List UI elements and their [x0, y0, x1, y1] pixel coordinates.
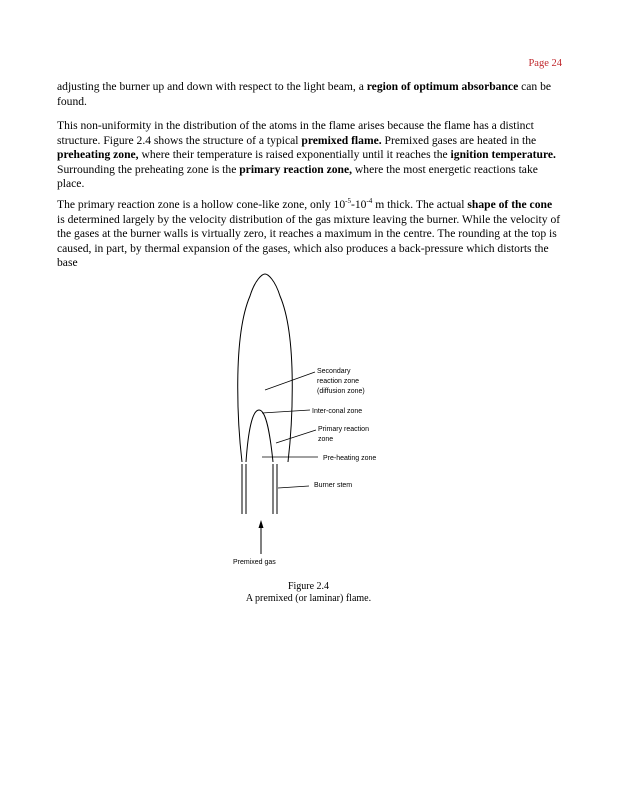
label-primary-1: Primary reaction — [318, 426, 369, 433]
premixed-flame-figure — [0, 268, 617, 578]
p2-bold-b: preheating zone, — [57, 148, 139, 161]
p3-exponent-a: -5 — [345, 197, 351, 206]
p3-exponent-b: -4 — [366, 197, 373, 206]
leader-burner-stem — [278, 486, 309, 488]
p3-text-b: -10 — [350, 198, 367, 211]
figure-caption — [0, 581, 617, 605]
label-primary-2: zone — [318, 436, 334, 443]
label-premixed-gas: Premixed gas — [233, 559, 276, 566]
page-number: Page 24 — [528, 58, 562, 69]
p2-text-b: Premixed gases are heated in the — [381, 133, 537, 147]
p1-text-b: can be found. — [57, 80, 552, 108]
p2-text-a: This non-uniformity in the distribution of the atoms in the flame arises because the flame has a distinct structure. Figure 2.4 shows the structure of a typical — [57, 119, 534, 147]
caption-text: A premixed (or laminar) flame. — [245, 593, 372, 604]
p2-text-e: where the most energetic reactions take place. — [57, 162, 538, 190]
p3-bold-a: shape of the cone — [467, 198, 553, 211]
label-secondary-2: reaction zone — [317, 378, 360, 385]
p1-text-a: adjusting the burner up and down with respect to the light beam, a — [57, 80, 367, 93]
p1-bold-a: region of optimum absorbance — [366, 80, 519, 93]
p2-bold-d: primary reaction zone, — [239, 162, 353, 176]
label-burner-stem: Burner stem — [314, 482, 353, 489]
p2-text-d: Surrounding the preheating zone is the — [57, 162, 240, 176]
label-interconal: Inter-conal zone — [312, 408, 363, 415]
p2-bold-c: ignition temperature. — [450, 148, 556, 161]
paragraph-optimum-absorbance — [57, 80, 562, 120]
leader-primary — [276, 430, 316, 443]
label-secondary-3: (diffusion zone) — [317, 388, 365, 395]
p3-text-a: The primary reaction zone is a hollow cone-like zone, only 10 — [57, 198, 346, 211]
caption-title: Figure 2.4 — [287, 581, 330, 592]
arrow-head-icon — [259, 520, 264, 528]
p2-text-c: where their temperature is raised exponentially until it reaches the — [138, 148, 451, 161]
label-secondary-1: Secondary — [317, 368, 351, 375]
p3-text-c: m thick. The actual — [372, 198, 468, 211]
outer-flame-outline — [238, 274, 293, 462]
leader-interconal — [262, 410, 310, 413]
label-preheating: Pre-heating zone — [323, 455, 377, 462]
leader-secondary — [265, 372, 315, 390]
p2-bold-a: premixed flame. — [301, 133, 382, 147]
inner-cone-outline — [246, 410, 273, 462]
flame-diagram — [0, 268, 617, 578]
p3-text-d: is determined largely by the velocity distribution of the gas mixture leaving the burner. While the velocity of the gases at the burner walls is virtually zero, it reaches a maximum in the centre. The rounding at the top is caused, in part, by thermal expansion of the gases, which also produces a back-pressure which distorts the base — [57, 212, 561, 269]
